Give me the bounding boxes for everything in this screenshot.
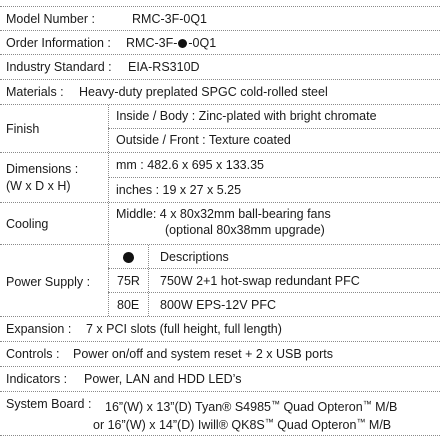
power-supply-code-divider [148, 245, 149, 316]
materials-value: Heavy-duty preplated SPGC cold-rolled steel [79, 85, 328, 99]
row-power-supply [0, 245, 440, 317]
order-suffix: -0Q1 [188, 36, 217, 50]
system-board-label: System Board : [6, 397, 92, 411]
row-materials [0, 80, 440, 105]
row-industry-standard [0, 55, 440, 80]
row-order-information [0, 31, 440, 55]
system-board-line1: 16”(W) x 13”(D) Tyan® S4985™ Quad Opteron™ M/B [105, 399, 398, 414]
dimensions-label-line1: Dimensions : [6, 162, 79, 176]
order-information-label: Order Information : [6, 36, 111, 50]
controls-label: Controls : [6, 347, 60, 361]
power-supply-header: Descriptions [160, 250, 229, 264]
order-prefix: RMC-3F- [126, 36, 178, 50]
order-information-value [126, 35, 216, 51]
power-supply-header-divider [108, 268, 440, 269]
system-board-line2: or 16”(W) x 14”(D) Iwill® QK8S™ Quad Opteron™ M/B [93, 417, 392, 432]
model-number-label: Model Number : [6, 12, 95, 26]
dimensions-inches: inches : 19 x 27 x 5.25 [116, 183, 242, 197]
power-supply-label: Power Supply : [6, 275, 91, 289]
indicators-value: Power, LAN and HDD LED’s [84, 372, 242, 386]
power-supply-code-1: 75R [117, 274, 140, 288]
dimensions-subdivider [108, 177, 440, 178]
power-supply-desc-1: 750W 2+1 hot-swap redundant PFC [160, 274, 360, 288]
expansion-label: Expansion : [6, 322, 72, 336]
row-controls [0, 342, 440, 367]
controls-value: Power on/off and system reset + 2 x USB ports [73, 347, 333, 361]
row-cooling [0, 203, 440, 245]
industry-standard-value: EIA-RS310D [128, 60, 200, 74]
finish-outside: Outside / Front : Texture coated [116, 133, 291, 147]
option-placeholder-dot-icon [178, 39, 187, 48]
model-number-value: RMC-3F-0Q1 [132, 12, 208, 26]
finish-subdivider [108, 128, 440, 129]
dimensions-label-line2: (W x D x H) [6, 179, 71, 193]
finish-inside: Inside / Body : Zinc-plated with bright chromate [116, 109, 377, 123]
power-supply-row-divider [108, 292, 440, 293]
industry-standard-label: Industry Standard : [6, 60, 112, 74]
row-dimensions [0, 153, 440, 203]
cooling-divider [108, 203, 109, 244]
materials-label: Materials : [6, 85, 64, 99]
row-indicators [0, 367, 440, 392]
cooling-line1: Middle: 4 x 80x32mm ball-bearing fans [116, 207, 331, 221]
row-model-number [0, 6, 440, 31]
finish-label: Finish [6, 122, 40, 136]
power-supply-divider [108, 245, 109, 316]
dimensions-mm: mm : 482.6 x 695 x 133.35 [116, 158, 265, 172]
expansion-value: 7 x PCI slots (full height, full length) [86, 322, 282, 336]
row-system-board [0, 392, 440, 436]
power-supply-desc-2: 800W EPS-12V PFC [160, 298, 277, 312]
cooling-line2: (optional 80x38mm upgrade) [165, 223, 325, 237]
indicators-label: Indicators : [6, 372, 68, 386]
cooling-label: Cooling [6, 217, 49, 231]
row-finish [0, 105, 440, 153]
power-supply-header-bullet-icon [122, 249, 135, 265]
power-supply-code-2: 80E [117, 298, 140, 312]
row-expansion [0, 317, 440, 342]
